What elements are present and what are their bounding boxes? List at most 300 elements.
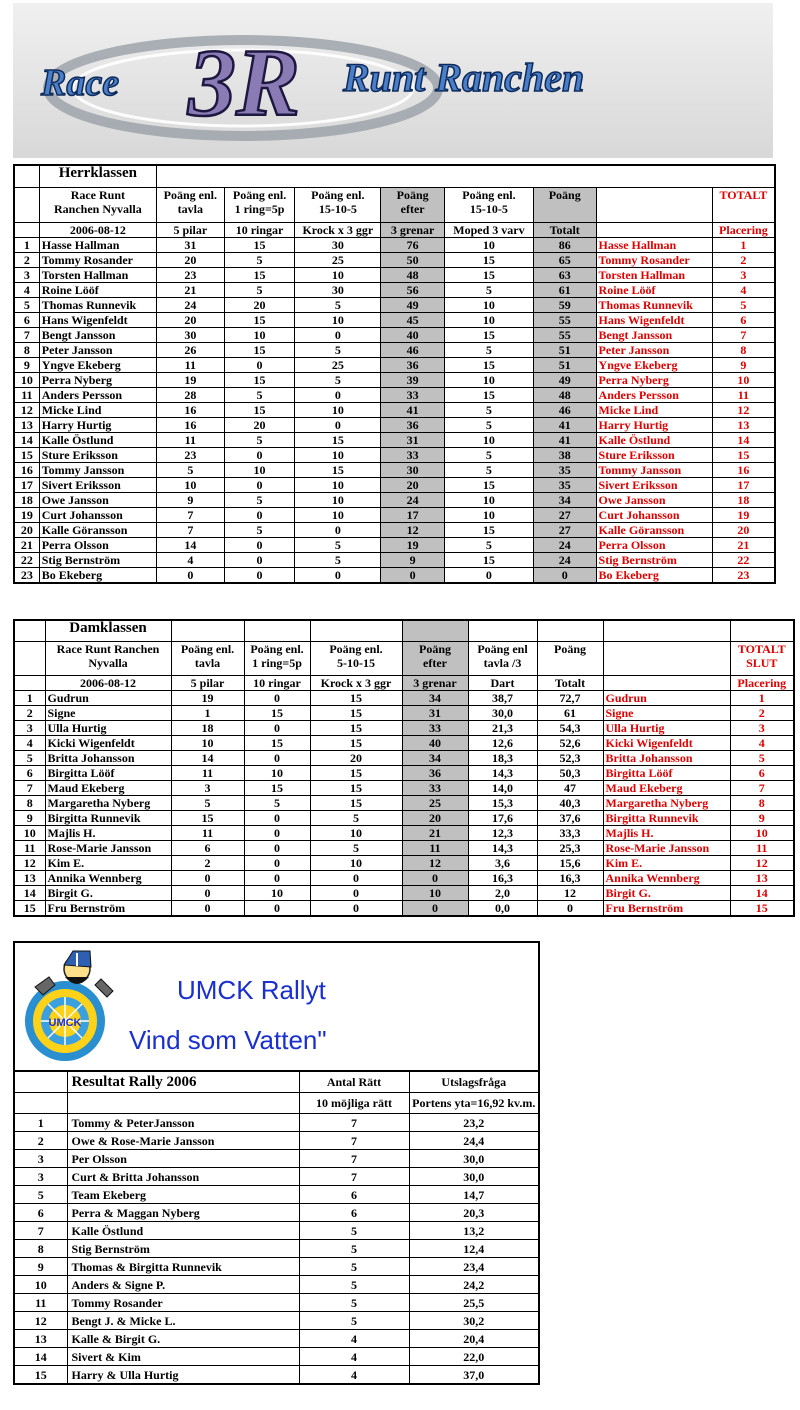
table-cell: Kim E. [45, 856, 171, 871]
table-cell: 5 [224, 523, 295, 538]
table-row [14, 1132, 539, 1150]
table-cell: 0 [244, 826, 310, 841]
herr-col-efter-header: Poäng efter [381, 188, 445, 223]
table-cell: Bengt J. & Micke L. [67, 1312, 299, 1330]
table-cell: 16,3 [468, 871, 537, 886]
table-cell: Maud Ekeberg [603, 781, 730, 796]
table-cell: 52,3 [537, 751, 603, 766]
table-cell: 15 [310, 781, 402, 796]
table-cell: 33 [381, 388, 445, 403]
table-cell: 22 [14, 553, 39, 568]
table-cell: Bengt Jansson [39, 328, 156, 343]
table-cell: 0 [244, 811, 310, 826]
table-cell: 15 [310, 796, 402, 811]
table-cell: 55 [533, 328, 596, 343]
table-cell: 26 [156, 343, 224, 358]
table-cell: Margaretha Nyberg [603, 796, 730, 811]
dam-col-krock-header: Poäng enl. 5-10-15 [310, 642, 402, 676]
table-cell: 25 [402, 796, 468, 811]
table-cell: 14,0 [468, 781, 537, 796]
table-cell: 9 [712, 358, 775, 373]
table-cell: Birgitta Lööf [603, 766, 730, 781]
table-cell: Anders Persson [39, 388, 156, 403]
table-row [14, 1186, 539, 1204]
dam-col-dart-header: Poäng enl tavla /3 [468, 642, 537, 676]
table-cell: 10 [295, 478, 381, 493]
table-cell: Annika Wennberg [603, 871, 730, 886]
table-cell: Thomas Runnevik [596, 298, 712, 313]
table-cell: 24 [381, 493, 445, 508]
table-cell: 10 [14, 1276, 67, 1294]
table-cell: 19 [712, 508, 775, 523]
herr-subheader-row [14, 223, 775, 238]
table-cell: 33 [381, 448, 445, 463]
damklassen-table [13, 619, 795, 917]
table-cell: 25,3 [537, 841, 603, 856]
table-cell: 16,3 [537, 871, 603, 886]
table-cell: Harry & Ulla Hurtig [67, 1366, 299, 1385]
table-cell: 2 [14, 253, 39, 268]
table-cell: 41 [381, 403, 445, 418]
table-cell: 65 [533, 253, 596, 268]
table-cell: 15 [310, 721, 402, 736]
table-cell: 0 [224, 358, 295, 373]
table-cell: 5 [730, 751, 794, 766]
table-cell: 0 [295, 328, 381, 343]
table-cell: 49 [381, 298, 445, 313]
table-cell: 10 [244, 886, 310, 901]
herr-sub-ringar: 10 ringar [224, 223, 295, 238]
table-cell: 15 [310, 691, 402, 706]
table-cell: Per Olsson [67, 1150, 299, 1168]
table-row [14, 766, 794, 781]
table-cell: 23 [156, 268, 224, 283]
table-cell: 36 [381, 418, 445, 433]
table-cell: 12 [402, 856, 468, 871]
table-cell: 0 [295, 523, 381, 538]
table-cell: 30,0 [409, 1168, 539, 1186]
table-cell: 18 [712, 493, 775, 508]
herr-col-totalt-header: TOTALT [712, 188, 775, 223]
table-cell: 24 [156, 298, 224, 313]
table-cell: Torsten Hallman [596, 268, 712, 283]
table-cell: 18 [14, 493, 39, 508]
rally-sub-portens: Portens yta=16,92 kv.m. [409, 1093, 539, 1114]
table-row [14, 508, 775, 523]
table-cell: Yngve Ekeberg [596, 358, 712, 373]
table-cell: 5 [224, 433, 295, 448]
table-cell: 5 [295, 343, 381, 358]
table-cell: 51 [533, 343, 596, 358]
table-cell: Kalle Östlund [67, 1222, 299, 1240]
table-cell: 7 [299, 1132, 409, 1150]
table-cell: 15 [224, 238, 295, 253]
table-cell: 19 [381, 538, 445, 553]
table-cell: 47 [537, 781, 603, 796]
table-cell: 15 [224, 343, 295, 358]
table-row [14, 358, 775, 373]
table-cell: 11 [156, 358, 224, 373]
table-cell: Perra & Maggan Nyberg [67, 1204, 299, 1222]
rally-title: Resultat Rally 2006 [67, 1071, 299, 1093]
table-cell: Curt Johansson [39, 508, 156, 523]
table-cell: Sivert & Kim [67, 1348, 299, 1366]
table-cell: 46 [381, 343, 445, 358]
table-cell: 0 [402, 871, 468, 886]
table-cell: Yngve Ekeberg [39, 358, 156, 373]
table-cell: 19 [156, 373, 224, 388]
table-cell: 6 [299, 1204, 409, 1222]
table-cell: 0 [224, 448, 295, 463]
dam-col-efter-header: Poäng efter [402, 642, 468, 676]
table-row [14, 901, 794, 917]
table-cell: 15 [224, 313, 295, 328]
table-cell: 19 [171, 691, 244, 706]
table-row [14, 856, 794, 871]
dam-col-poang-header: Poäng [537, 642, 603, 676]
table-cell: 15 [295, 433, 381, 448]
dam-header-row [14, 642, 794, 676]
table-cell: 15 [244, 736, 310, 751]
table-cell: 56 [381, 283, 445, 298]
table-cell: 5 [14, 751, 45, 766]
table-cell: Tommy Jansson [39, 463, 156, 478]
table-cell: 2 [171, 856, 244, 871]
table-cell: 34 [533, 493, 596, 508]
table-row [14, 1366, 539, 1385]
table-row [14, 1204, 539, 1222]
table-cell: 14,7 [409, 1186, 539, 1204]
table-cell: 10 [402, 886, 468, 901]
table-cell: 7 [299, 1150, 409, 1168]
table-row [14, 298, 775, 313]
table-cell: 0 [156, 568, 224, 584]
table-cell: Stig Bernström [39, 553, 156, 568]
table-cell: 0 [224, 478, 295, 493]
table-cell: Micke Lind [39, 403, 156, 418]
table-cell: 5 [224, 253, 295, 268]
table-cell: 5 [299, 1276, 409, 1294]
table-cell: 7 [712, 328, 775, 343]
table-cell: 20 [156, 313, 224, 328]
table-cell: Annika Wennberg [45, 871, 171, 886]
table-cell: 27 [533, 523, 596, 538]
table-cell: 5 [244, 796, 310, 811]
table-cell: 17 [712, 478, 775, 493]
table-cell: 30,0 [468, 706, 537, 721]
banner-text-race: Race [41, 62, 120, 104]
table-cell: Bengt Jansson [596, 328, 712, 343]
table-cell: Curt & Britta Johansson [67, 1168, 299, 1186]
table-cell: 10 [712, 373, 775, 388]
table-cell: 30 [295, 283, 381, 298]
table-cell: 0 [381, 568, 445, 584]
table-row [14, 751, 794, 766]
table-cell: Fru Bernström [603, 901, 730, 917]
table-cell: 13 [14, 871, 45, 886]
table-row [14, 691, 794, 706]
banner-text-3r: 3R [188, 29, 301, 136]
table-cell: 1 [730, 691, 794, 706]
table-cell: 61 [537, 706, 603, 721]
table-cell: 41 [533, 418, 596, 433]
table-cell: Fru Bernström [45, 901, 171, 917]
table-cell: Sivert Eriksson [39, 478, 156, 493]
table-cell: 14,3 [468, 766, 537, 781]
table-cell: Kalle Östlund [39, 433, 156, 448]
table-cell: 18,3 [468, 751, 537, 766]
table-cell: 10 [224, 463, 295, 478]
table-cell: 10 [310, 826, 402, 841]
table-cell: 76 [381, 238, 445, 253]
herr-sub-pilar: 5 pilar [156, 223, 224, 238]
table-cell: Sture Eriksson [596, 448, 712, 463]
table-cell: 15 [171, 811, 244, 826]
table-cell: 1 [712, 238, 775, 253]
table-cell: Perra Olsson [39, 538, 156, 553]
table-cell: 0 [244, 721, 310, 736]
herr-col-poang-header: Poäng [533, 188, 596, 223]
table-cell: Harry Hurtig [39, 418, 156, 433]
table-cell: 36 [402, 766, 468, 781]
table-cell: 38,7 [468, 691, 537, 706]
table-cell: 25,5 [409, 1294, 539, 1312]
table-row [14, 1348, 539, 1366]
table-row [14, 538, 775, 553]
table-row [14, 1114, 539, 1132]
table-cell: 37,0 [409, 1366, 539, 1385]
table-cell: 38 [533, 448, 596, 463]
table-cell: 10 [295, 448, 381, 463]
table-row [14, 781, 794, 796]
table-cell: 0 [224, 568, 295, 584]
table-cell: 15 [224, 403, 295, 418]
herr-sub-grenar: 3 grenar [381, 223, 445, 238]
table-row [14, 736, 794, 751]
table-cell: 86 [533, 238, 596, 253]
table-cell: Tommy Rosander [67, 1294, 299, 1312]
table-cell: Rose-Marie Jansson [45, 841, 171, 856]
table-cell: 10 [171, 736, 244, 751]
table-row [14, 268, 775, 283]
table-cell: Hasse Hallman [596, 238, 712, 253]
table-cell: 0 [171, 871, 244, 886]
table-cell: 8 [14, 1240, 67, 1258]
table-cell: 14 [730, 886, 794, 901]
table-cell: 7 [14, 328, 39, 343]
table-cell: 49 [533, 373, 596, 388]
table-cell: Bo Ekeberg [39, 568, 156, 584]
table-cell: 11 [712, 388, 775, 403]
table-cell: 4 [14, 283, 39, 298]
table-cell: Kalle Östlund [596, 433, 712, 448]
table-row [14, 433, 775, 448]
table-row [14, 871, 794, 886]
table-cell: 31 [381, 433, 445, 448]
table-cell: 10 [295, 493, 381, 508]
table-cell: 22,0 [409, 1348, 539, 1366]
table-cell: 10 [295, 403, 381, 418]
table-cell: Micke Lind [596, 403, 712, 418]
table-cell: 6 [14, 766, 45, 781]
table-cell: 5 [171, 796, 244, 811]
table-cell: 20 [381, 478, 445, 493]
table-cell: 72,7 [537, 691, 603, 706]
table-row [14, 568, 775, 584]
table-cell: Owe Jansson [596, 493, 712, 508]
table-cell: 5 [14, 1186, 67, 1204]
table-cell: 34 [402, 751, 468, 766]
table-cell: 7 [299, 1114, 409, 1132]
table-cell: 15 [444, 388, 533, 403]
table-cell: 59 [533, 298, 596, 313]
table-row [14, 493, 775, 508]
table-cell: 46 [533, 403, 596, 418]
table-cell: Hans Wigenfeldt [39, 313, 156, 328]
table-cell: 5 [310, 811, 402, 826]
table-cell: 12 [730, 856, 794, 871]
table-cell: 15 [444, 553, 533, 568]
table-cell: 12 [14, 1312, 67, 1330]
table-cell: 21 [402, 826, 468, 841]
table-cell: 0 [244, 901, 310, 917]
table-cell: Thomas & Birgitta Runnevik [67, 1258, 299, 1276]
table-cell: Team Ekeberg [67, 1186, 299, 1204]
table-cell: 20 [156, 253, 224, 268]
table-cell: 20 [310, 751, 402, 766]
table-cell: 40,3 [537, 796, 603, 811]
table-cell: 13 [14, 418, 39, 433]
table-cell: Tommy Rosander [39, 253, 156, 268]
table-cell: Birgit G. [45, 886, 171, 901]
table-cell: 40 [381, 328, 445, 343]
table-cell: 12,4 [409, 1240, 539, 1258]
table-cell: Maud Ekeberg [45, 781, 171, 796]
table-cell: 20 [712, 523, 775, 538]
table-cell: Stig Bernström [67, 1240, 299, 1258]
table-cell: 3,6 [468, 856, 537, 871]
table-cell: 16 [156, 418, 224, 433]
table-cell: 10 [444, 313, 533, 328]
table-cell: 1 [171, 706, 244, 721]
table-row [14, 403, 775, 418]
banner-logo-graphic [13, 3, 773, 158]
table-cell: 35 [533, 463, 596, 478]
table-cell: 10 [14, 373, 39, 388]
rally-subheader-row [14, 1093, 539, 1114]
table-cell: Perra Nyberg [39, 373, 156, 388]
table-cell: 9 [14, 1258, 67, 1276]
table-cell: 12,3 [468, 826, 537, 841]
table-cell: Sivert Eriksson [596, 478, 712, 493]
table-cell: Anders Persson [596, 388, 712, 403]
table-cell: 2 [712, 253, 775, 268]
table-cell: 15 [14, 901, 45, 917]
table-cell: 5 [14, 298, 39, 313]
dam-sub-totalt: Totalt [537, 676, 603, 691]
table-cell: Owe & Rose-Marie Jansson [67, 1132, 299, 1150]
table-cell: 6 [171, 841, 244, 856]
table-cell: Hans Wigenfeldt [596, 313, 712, 328]
table-cell: 5 [444, 418, 533, 433]
table-row [14, 796, 794, 811]
table-cell: 0 [537, 901, 603, 917]
table-cell: 8 [730, 796, 794, 811]
table-cell: 61 [533, 283, 596, 298]
dam-sub-ringar: 10 ringar [244, 676, 310, 691]
table-cell: Birgit G. [603, 886, 730, 901]
table-cell: 7 [14, 1222, 67, 1240]
table-cell: 2 [14, 1132, 67, 1150]
table-row [14, 886, 794, 901]
table-cell: 15 [712, 448, 775, 463]
table-cell: 4 [299, 1366, 409, 1385]
table-cell: 15,6 [537, 856, 603, 871]
table-cell: 4 [156, 553, 224, 568]
table-cell: 12 [381, 523, 445, 538]
table-cell: Gudrun [45, 691, 171, 706]
table-cell: 15 [444, 328, 533, 343]
table-cell: 5 [444, 538, 533, 553]
table-cell: Kicki Wigenfeldt [45, 736, 171, 751]
table-cell: 12,6 [468, 736, 537, 751]
table-cell: 4 [299, 1330, 409, 1348]
table-cell: 12 [14, 403, 39, 418]
rally-header-row [14, 1071, 539, 1093]
table-cell: 11 [171, 826, 244, 841]
table-cell: 16 [712, 463, 775, 478]
table-cell: 0 [244, 871, 310, 886]
table-cell: 24,4 [409, 1132, 539, 1150]
table-cell: 14 [14, 1348, 67, 1366]
table-cell: 20,3 [409, 1204, 539, 1222]
table-cell: 5 [295, 298, 381, 313]
table-row [14, 1150, 539, 1168]
table-cell: 23 [14, 568, 39, 584]
table-row [14, 1312, 539, 1330]
table-cell: 6 [712, 313, 775, 328]
table-cell: 14 [14, 886, 45, 901]
table-cell: Thomas Runnevik [39, 298, 156, 313]
table-cell: 30 [156, 328, 224, 343]
table-cell: 17 [381, 508, 445, 523]
table-cell: Ulla Hurtig [45, 721, 171, 736]
table-row [14, 523, 775, 538]
table-cell: 3 [712, 268, 775, 283]
table-cell: 15 [224, 373, 295, 388]
table-cell: 14 [712, 433, 775, 448]
table-cell: 5 [444, 448, 533, 463]
table-cell: 0 [310, 886, 402, 901]
table-cell: 10 [244, 766, 310, 781]
dam-date: 2006-08-12 [45, 676, 171, 691]
dam-class-title: Damklassen [45, 620, 171, 642]
table-cell: 3 [14, 268, 39, 283]
table-cell: 0 [224, 508, 295, 523]
table-cell: 63 [533, 268, 596, 283]
table-cell: 21 [14, 538, 39, 553]
table-cell: Hasse Hallman [39, 238, 156, 253]
table-cell: 10 [224, 328, 295, 343]
table-cell: Roine Lööf [39, 283, 156, 298]
table-cell: 2,0 [468, 886, 537, 901]
table-cell: Birgitta Runnevik [45, 811, 171, 826]
table-cell: 27 [533, 508, 596, 523]
table-cell: 51 [533, 358, 596, 373]
table-cell: 5 [295, 373, 381, 388]
table-cell: Peter Jansson [39, 343, 156, 358]
herr-sub-krock: Krock x 3 ggr [295, 223, 381, 238]
